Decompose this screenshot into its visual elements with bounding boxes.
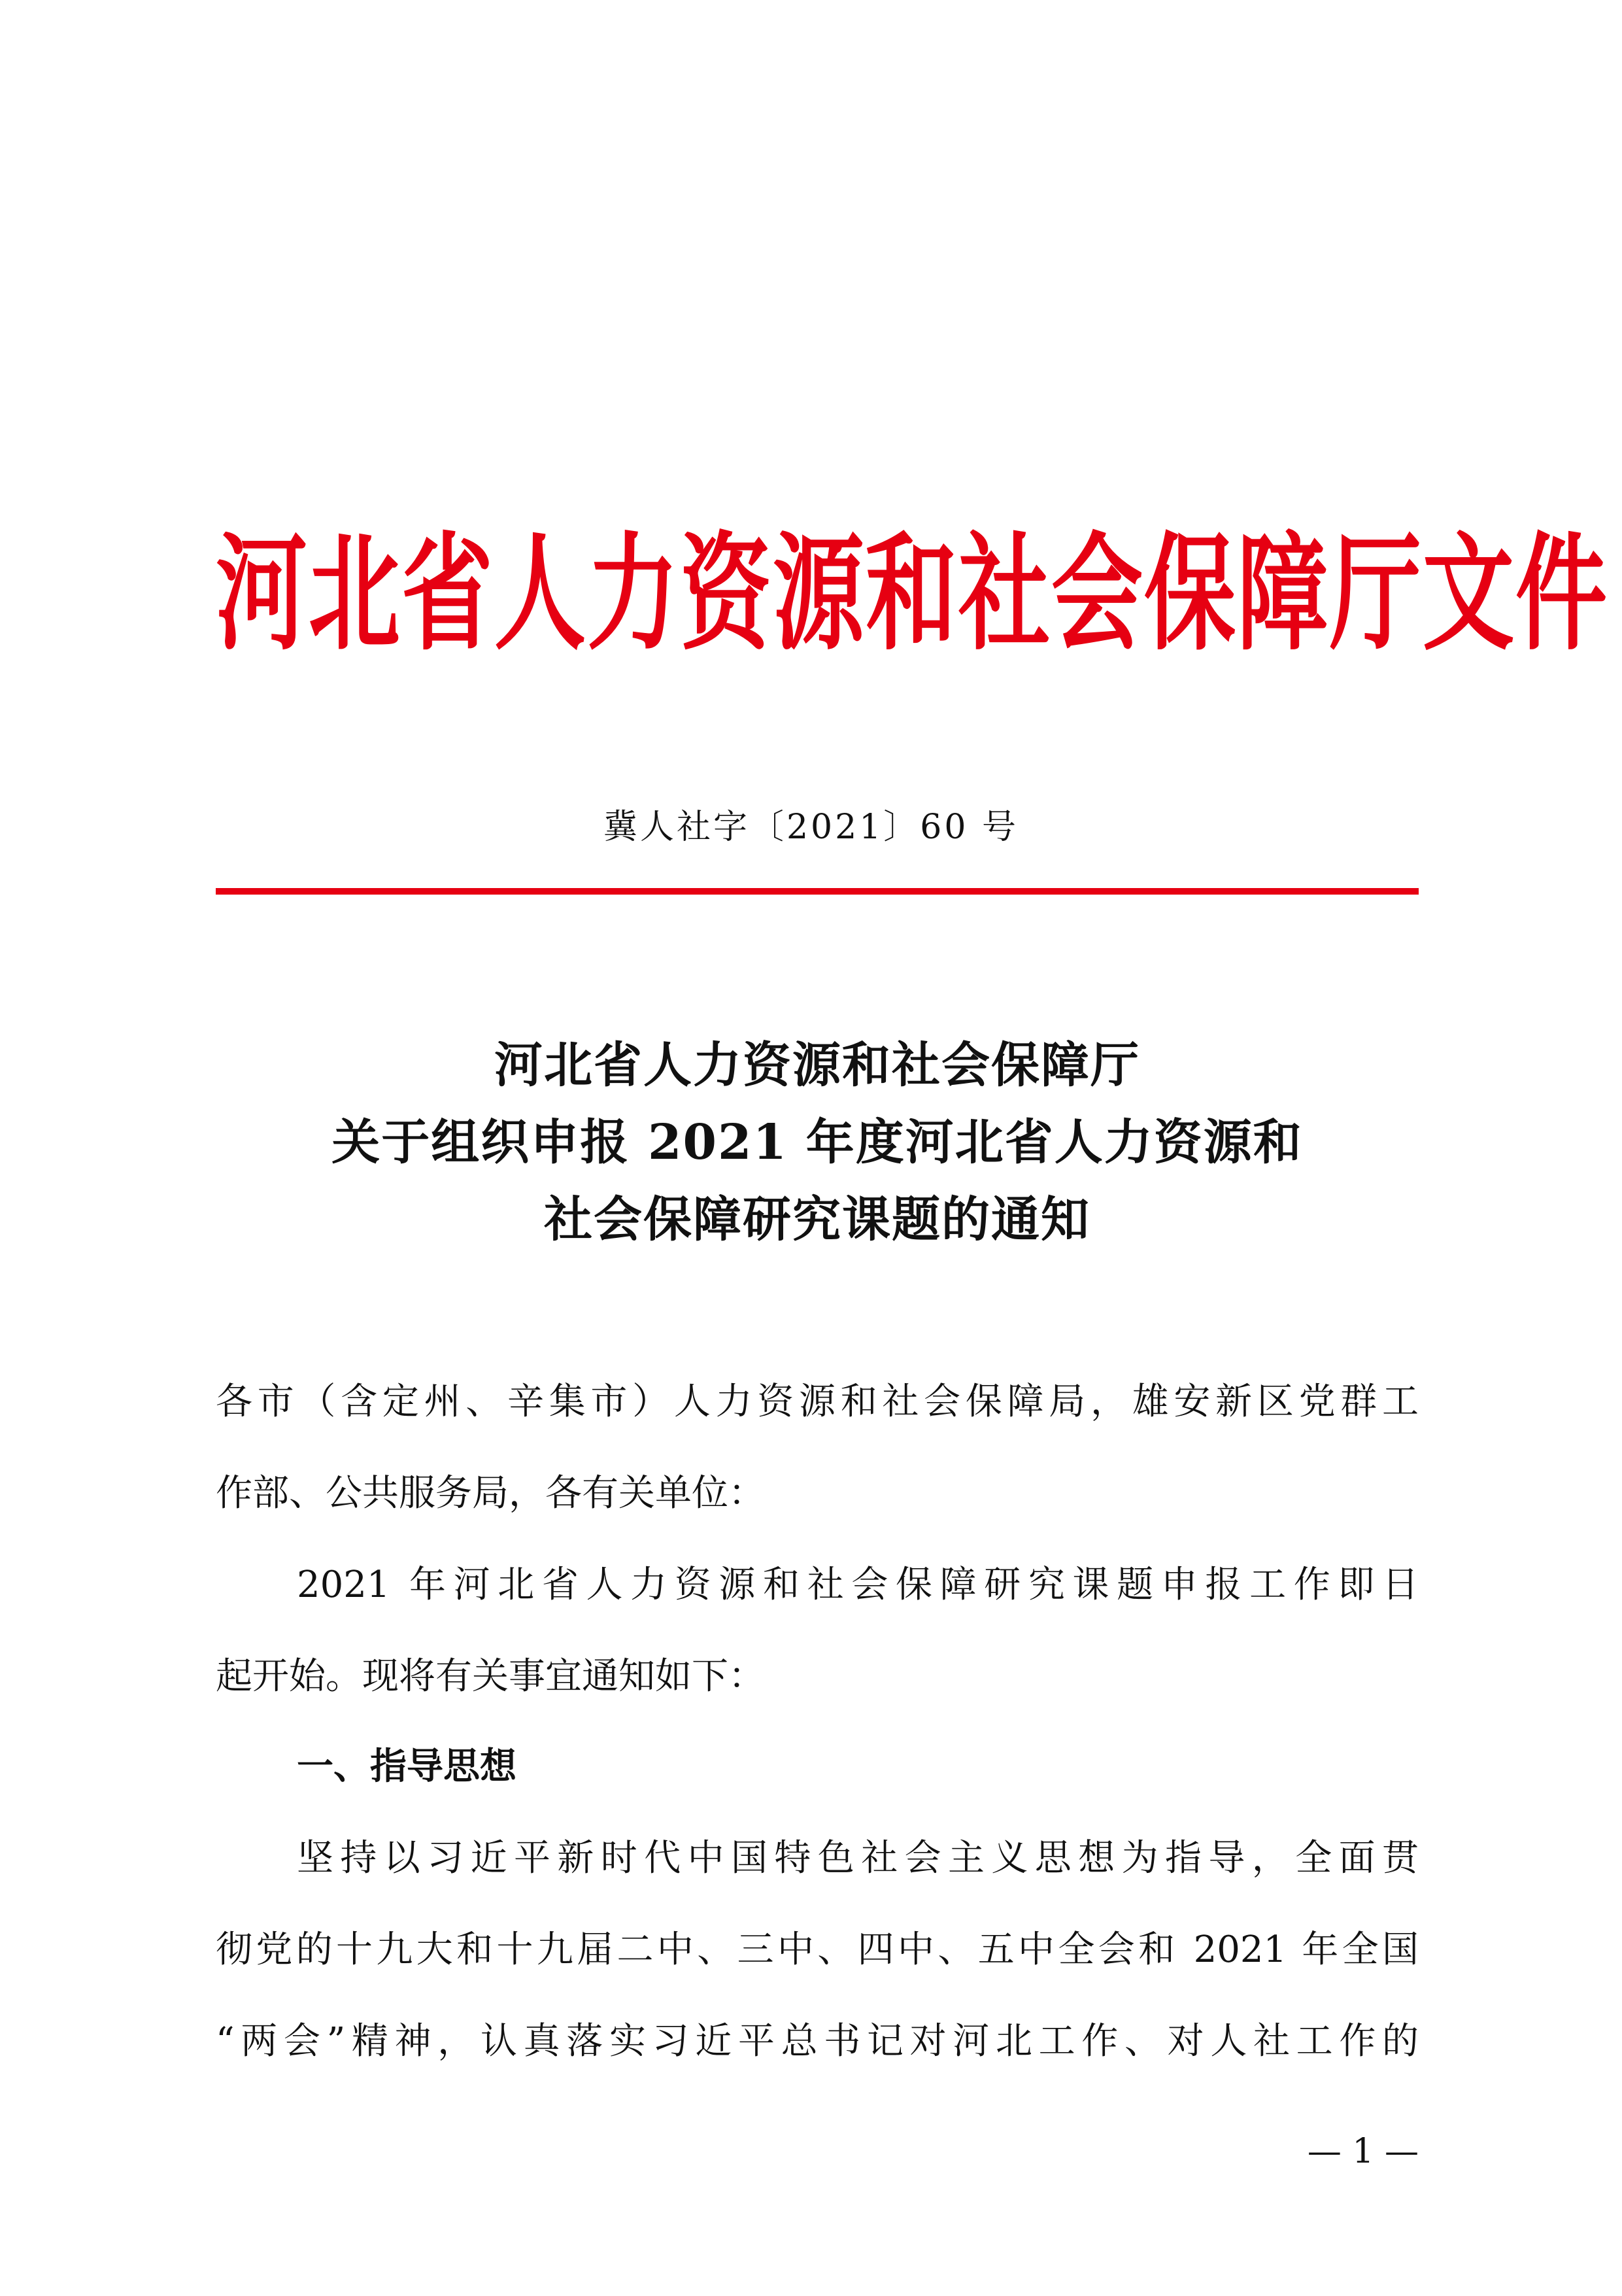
section1-line-2: 彻党的十九大和十九届二中、三中、四中、五中全会和 2021 年全国 [216, 1928, 1419, 1971]
addressee-line-1: 各市（含定州、辛集市）人力资源和社会保障局，雄安新区党群工 [216, 1380, 1419, 1423]
addressee-line-2: 作部、公共服务局，各有关单位： [216, 1472, 765, 1515]
intro-line-2: 起开始。现将有关事宜通知如下： [216, 1655, 765, 1698]
red-separator-line [216, 888, 1419, 895]
document-number: 冀人社字〔2021〕60 号 [603, 808, 1019, 847]
section-heading-guiding-ideology: 一、指导思想 [297, 1745, 516, 1788]
issuer-header-title: 河北省人力资源和社会保障厅文件 [216, 521, 1609, 668]
page-number: — 1 — [1307, 2132, 1419, 2171]
intro-line-1: 2021 年河北省人力资源和社会保障研究课题申报工作即日 [297, 1564, 1419, 1606]
notice-title-line-3: 社会保障研究课题的通知 [544, 1191, 1090, 1248]
section1-line-1: 坚持以习近平新时代中国特色社会主义思想为指导，全面贯 [297, 1837, 1419, 1879]
notice-title-line-2: 关于组织申报 2021 年度河北省人力资源和 [331, 1114, 1303, 1171]
section1-line-3: “两会”精神，认真落实习近平总书记对河北工作、对人社工作的 [216, 2020, 1419, 2063]
notice-title-line-1: 河北省人力资源和社会保障厅 [494, 1037, 1140, 1093]
notice-title [216, 1027, 1419, 1258]
